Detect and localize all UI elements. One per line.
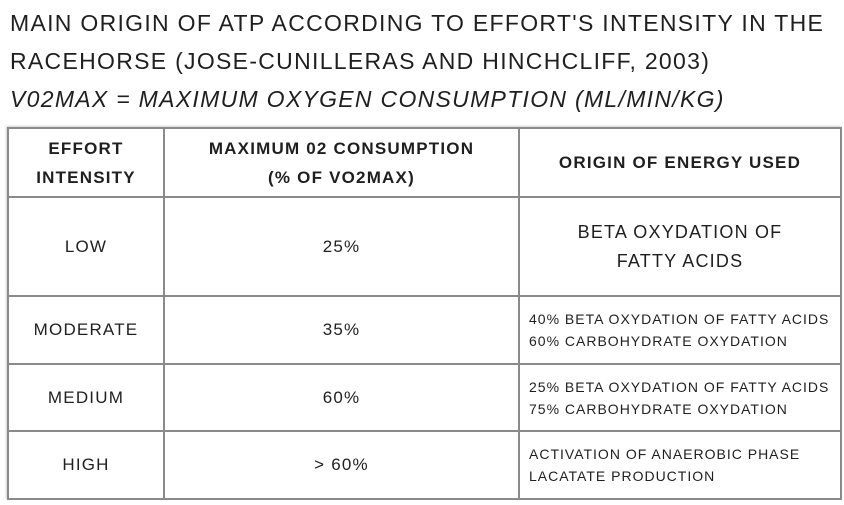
- cell-max-o2-consumption: 60%: [164, 364, 519, 431]
- cell-energy-origin: [519, 431, 841, 499]
- table-row: [8, 431, 841, 499]
- header-consumption-line-2: (% OF VO2MAX): [268, 167, 415, 187]
- cell-energy-origin: [519, 296, 841, 364]
- cell-effort-intensity: MODERATE: [8, 296, 164, 364]
- energy-origin-line-2: FATTY ACIDS: [616, 250, 744, 271]
- caption-title-line-1: MAIN ORIGIN OF ATP ACCORDING TO EFFORT'S INTENSITY IN THE: [10, 10, 825, 36]
- cell-effort-intensity: HIGH: [8, 431, 164, 499]
- cell-max-o2-consumption: > 60%: [164, 431, 519, 499]
- energy-origin-line-1: 40% BETA OXYDATION OF FATTY ACIDS: [529, 311, 830, 327]
- table-header-row: [8, 128, 841, 197]
- caption-title-line-2: RACEHORSE (JOSE-CUNILLERAS AND HINCHCLIFF, 2003): [10, 48, 711, 74]
- table-row: [8, 197, 841, 296]
- header-effort-line-1: EFFORT: [48, 138, 124, 158]
- energy-origin-line-1: 25% BETA OXYDATION OF FATTY ACIDS: [529, 378, 830, 395]
- header-effort-intensity: [8, 128, 164, 197]
- energy-origin-line-1: ACTIVATION OF ANAEROBIC PHASE: [529, 446, 801, 462]
- header-effort-line-2: INTENSITY: [36, 167, 136, 187]
- table-row: [8, 364, 841, 431]
- energy-origin-line-1: BETA OXYDATION OF: [577, 221, 783, 242]
- energy-origin-line-2: 75% CARBOHYDRATE OXYDATION: [529, 400, 788, 417]
- cell-energy-origin: [519, 364, 841, 431]
- header-consumption-line-1: MAXIMUM 02 CONSUMPTION: [208, 138, 475, 158]
- cell-max-o2-consumption: 35%: [164, 296, 519, 364]
- caption-definition: V02MAX = MAXIMUM OXYGEN CONSUMPTION (ML/MIN/KG): [10, 86, 725, 112]
- figure-caption: [10, 4, 840, 118]
- energy-origin-line-2: 60% CARBOHYDRATE OXYDATION: [529, 333, 788, 349]
- atp-origin-table-container: [7, 127, 840, 498]
- cell-max-o2-consumption: 25%: [164, 197, 519, 296]
- cell-energy-origin: [519, 197, 841, 296]
- atp-origin-table: [7, 127, 842, 500]
- cell-effort-intensity: LOW: [8, 197, 164, 296]
- table-row: [8, 296, 841, 364]
- header-max-o2-consumption: [164, 128, 519, 197]
- header-origin-of-energy: ORIGIN OF ENERGY USED: [519, 128, 841, 197]
- energy-origin-line-2: LACATATE PRODUCTION: [529, 468, 716, 484]
- cell-effort-intensity: MEDIUM: [8, 364, 164, 431]
